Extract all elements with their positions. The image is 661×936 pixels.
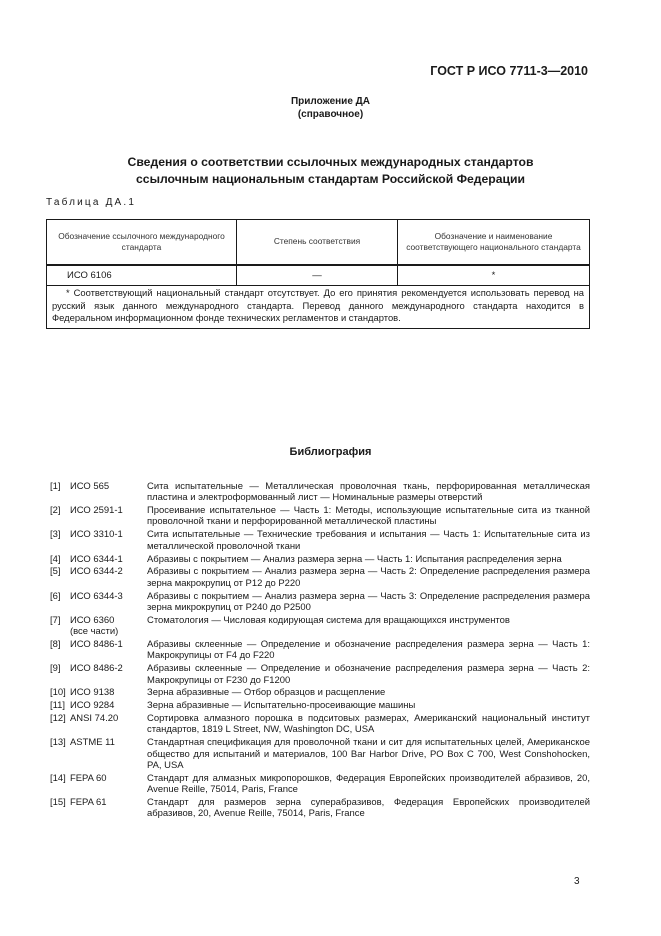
item-number: [6] [50, 590, 61, 602]
item-number: [1] [50, 481, 61, 492]
item-code: ИСО 6344-2 [70, 566, 123, 578]
bibliography-item [50, 687, 590, 698]
item-code: ИСО 6344-3 [70, 590, 123, 602]
item-number: [2] [50, 505, 61, 517]
item-code: ИСО 3310-1 [70, 529, 123, 541]
item-text: Стандарт для алмазных микропорошков, Федерация Европейских производителей абразивов, 20, Avenue Reille, 75014, Paris, France [147, 772, 590, 796]
appendix-note: (справочное) [297, 109, 364, 120]
item-text: Сортировка алмазного порошка в подситовых размерах, Американский национальный институт стандартов, 1819 L Street, NW, Washington DC, USA [147, 713, 590, 736]
page-number: 3 [574, 876, 580, 887]
item-number: [4] [50, 553, 61, 565]
item-number: [7] [50, 614, 61, 626]
bibliography-item [50, 773, 590, 796]
item-number: [8] [50, 639, 61, 651]
bibliography-item [50, 639, 590, 662]
table-row [47, 265, 590, 286]
table-header-row [47, 220, 590, 266]
column-header-degree: Степень соответствия [237, 220, 398, 266]
bibliography-item [50, 505, 590, 528]
item-code: ИСО 9284 [70, 700, 115, 712]
item-code: ANSI 74.20 [70, 713, 119, 725]
item-code: FEPA 61 [70, 797, 107, 809]
bibliography-item [50, 566, 590, 589]
bibliography-title: Библиография [289, 446, 372, 458]
item-code: FEPA 60 [70, 772, 107, 784]
section-title-line-2: ссылочным национальным стандартам Российской Федерации [136, 172, 525, 186]
item-number: [3] [50, 529, 61, 541]
cell-international-standard: ИСО 6106 [47, 265, 237, 286]
item-code: ASTME 11 [70, 737, 115, 749]
item-code: ИСО 2591-1 [70, 505, 123, 517]
item-text: Абразивы с покрытием — Анализ размера зерна — Часть 3: Определение распределения размера зерна микрокрупиц от P240 до P2500 [147, 590, 590, 613]
item-code: ИСО 8486-2 [70, 663, 123, 675]
item-text: Зерна абразивные — Отбор образцов и расщепление [147, 687, 386, 699]
section-title-line-1: Сведения о соответствии ссылочных международных стандартов [127, 155, 534, 169]
section-title [0, 154, 661, 188]
table-caption: Таблица ДА.1 [46, 197, 137, 208]
item-text: Абразивы с покрытием — Анализ размера зерна — Часть 1: Испытания распределения зерна [147, 553, 562, 565]
item-text: Зерна абразивные — Испытательно-просеивающие машины [147, 700, 416, 712]
column-header-international-standard: Обозначение ссылочного международного стандарта [47, 220, 237, 266]
item-text: Абразивы склеенные — Определение и обозначение распределения размера зерна — Часть 1: Макрокрупицы от F4 до F220 [147, 639, 590, 662]
bibliography-list [50, 481, 590, 821]
item-text: Стоматология — Числовая кодирующая система для вращающихся инструментов [147, 614, 510, 626]
bibliography-item [50, 529, 590, 552]
bibliography-item [50, 554, 590, 565]
appendix-label: Приложение ДА [290, 96, 371, 107]
item-number: [5] [50, 566, 61, 578]
item-text: Просеивание испытательное — Часть 1: Методы, использующие испытательные сита из тканной проволочной ткани и перфорированной металлической пластины [147, 505, 590, 528]
item-code: ИСО 565 [70, 481, 110, 492]
item-number: [11] [50, 700, 66, 712]
item-code: ИСО 8486-1 [70, 639, 123, 651]
bibliography-item [50, 591, 590, 614]
bibliography-item [50, 700, 590, 711]
document-code: ГОСТ Р ИСО 7711-3—2010 [430, 64, 588, 78]
cell-degree: — [237, 265, 398, 286]
table-footnote: * Соответствующий национальный стандарт отсутствует. До его принятия рекомендуется использовать перевод на русский язык данного международного стандарта. Перевод данного международного стандарта находится в Федеральном информационном фонде технических регламентов и стандартов. [47, 286, 590, 329]
table-footnote-row [47, 286, 590, 329]
item-text: Абразивы склеенные — Определение и обозначение распределения размера зерна — Часть 2: Макрокрупицы от F230 до F1200 [147, 663, 590, 686]
item-text: Стандарт для размеров зерна суперабразивов, Федерация Европейских производителей абразивов, 20, Avenue Reille, 75014, Paris, France [147, 797, 590, 820]
bibliography-item [50, 615, 590, 638]
item-number: [10] [50, 687, 66, 699]
bibliography-item [50, 713, 590, 736]
item-text: Стандартная спецификация для проволочной ткани и сит для испытательных целей, Американское общество для испытаний и материалов, 100 Bar Harbor Drive, PO Box C 700, West Conshohocken, PA, USA [147, 737, 590, 771]
item-text: Сита испытательные — Технические требования и испытания — Часть 1: Испытательные сита из металлической проволочной ткани [147, 529, 590, 552]
item-number: [15] [50, 797, 66, 809]
item-text: Абразивы с покрытием — Анализ размера зерна — Часть 2: Определение распределения размера зерна макрокрупиц от P12 до P220 [147, 566, 590, 589]
item-number: [9] [50, 663, 61, 675]
item-code [70, 615, 147, 638]
item-code: ИСО 9138 [70, 687, 115, 699]
item-code-main: ИСО 6360 [70, 614, 115, 626]
item-code: ИСО 6344-1 [70, 553, 123, 565]
item-number: [13] [50, 737, 66, 749]
cell-national-standard: * [398, 265, 590, 286]
bibliography-item [50, 481, 590, 504]
item-number: [14] [50, 772, 66, 784]
bibliography-item [50, 737, 590, 771]
bibliography-item [50, 797, 590, 820]
item-text: Сита испытательные — Металлическая проволочная ткань, перфорированная металлическая пластина и электроформованный лист — Номинальные размеры отверстий [147, 481, 590, 504]
correspondence-table [46, 219, 590, 329]
item-number: [12] [50, 713, 66, 725]
column-header-national-standard: Обозначение и наименование соответствующего национального стандарта [398, 220, 590, 266]
item-code-qualifier: (все части) [70, 626, 119, 638]
bibliography-item [50, 663, 590, 686]
